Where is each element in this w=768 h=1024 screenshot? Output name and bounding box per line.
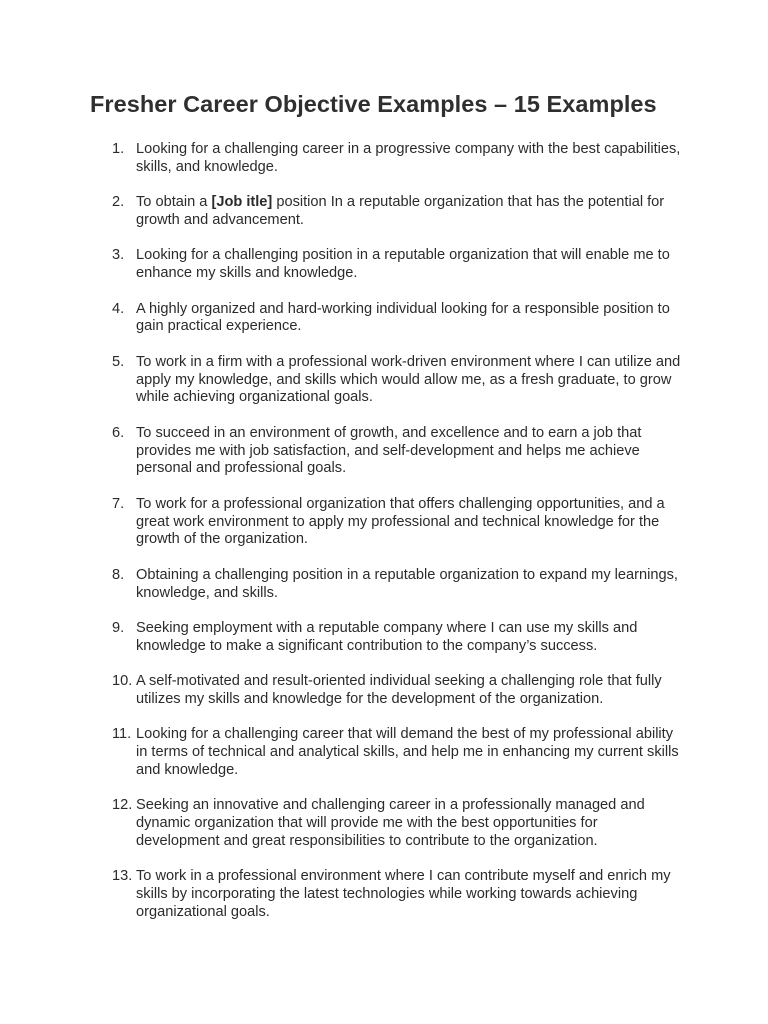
- list-item-text: To work in a firm with a professional work-driven environment where I can utilize and apply my knowledge, and skills which would allow me, as a fresh graduate, to grow while achieving organizational goals.: [136, 353, 681, 406]
- list-item-number: 3.: [112, 247, 125, 264]
- list-item-number: 1.: [112, 141, 125, 157]
- list-item: [109, 247, 684, 283]
- job-title-placeholder: [Job itle]: [211, 194, 273, 211]
- list-item-number: 11.: [112, 726, 132, 743]
- list-item-text: A highly organized and hard-working individual looking for a responsible position to gain practical experience.: [136, 300, 670, 335]
- list-item: [109, 141, 684, 177]
- list-item-text-before: To obtain a: [136, 194, 212, 211]
- list-item-text: Seeking an innovative and challenging career in a professionally managed and dynamic organization that will provide me with the best opportunities for development and great responsibilities to contribute to the organization.: [136, 797, 645, 849]
- list-item-text: Seeking employment with a reputable company where I can use my skills and knowledge to make a significant contribution to the company’s success.: [136, 619, 638, 654]
- list-item-number: 4.: [112, 300, 125, 317]
- list-item-text: A self-motivated and result-oriented individual seeking a challenging role that fully utilizes my skills and knowledge for the development of the organization.: [136, 673, 662, 707]
- list-item-text: To work for a professional organization that offers challenging opportunities, and a great work environment to apply my professional and technical knowledge for the growth of the organization.: [136, 495, 665, 548]
- list-item: [109, 868, 684, 921]
- list-item-text: To work in a professional environment where I can contribute myself and enrich my skills by incorporating the latest technologies while working towards achieving organizational goals.: [136, 868, 671, 920]
- list-item-text: Looking for a challenging position in a reputable organization that will enable me to enhance my skills and knowledge.: [136, 247, 670, 282]
- list-item: [109, 620, 684, 656]
- list-item-text: Looking for a challenging career in a progressive company with the best capabilities, skills, and knowledge.: [136, 141, 681, 175]
- list-item: [109, 673, 684, 709]
- list-item-text: Looking for a challenging career that will demand the best of my professional ability in terms of technical and analytical skills, and help me in enhancing my current skills and knowledge.: [136, 726, 679, 778]
- list-item-number: 12.: [112, 797, 133, 814]
- list-item: [109, 567, 684, 603]
- list-item-text: To succeed in an environment of growth, and excellence and to earn a job that provides me with job satisfaction, and self-development and helps me achieve personal and professional goals.: [136, 424, 642, 477]
- list-item-text-after: position In a reputable organization that has the potential for growth and advancement.: [136, 194, 665, 228]
- objectives-list: [109, 141, 684, 939]
- list-item: [109, 354, 684, 407]
- list-item-number: 13.: [112, 868, 133, 885]
- list-item-number: 8.: [112, 566, 125, 583]
- list-item-text: Obtaining a challenging position in a reputable organization to expand my learnings, knowledge, and skills.: [136, 566, 678, 601]
- list-item: [109, 425, 684, 478]
- document-title: Fresher Career Objective Examples – 15 Examples: [90, 91, 657, 117]
- list-item-text: [136, 194, 664, 228]
- list-item: [109, 797, 684, 850]
- list-item: [109, 301, 684, 337]
- list-item-number: 7.: [112, 495, 125, 512]
- list-item-number: 6.: [112, 424, 125, 441]
- list-item-number: 10.: [112, 673, 133, 690]
- list-item: [109, 194, 684, 230]
- list-item: [109, 726, 684, 779]
- list-item-number: 2.: [112, 194, 125, 211]
- list-item-number: 5.: [112, 353, 125, 370]
- list-item: [109, 496, 684, 549]
- list-item-number: 9.: [112, 619, 125, 636]
